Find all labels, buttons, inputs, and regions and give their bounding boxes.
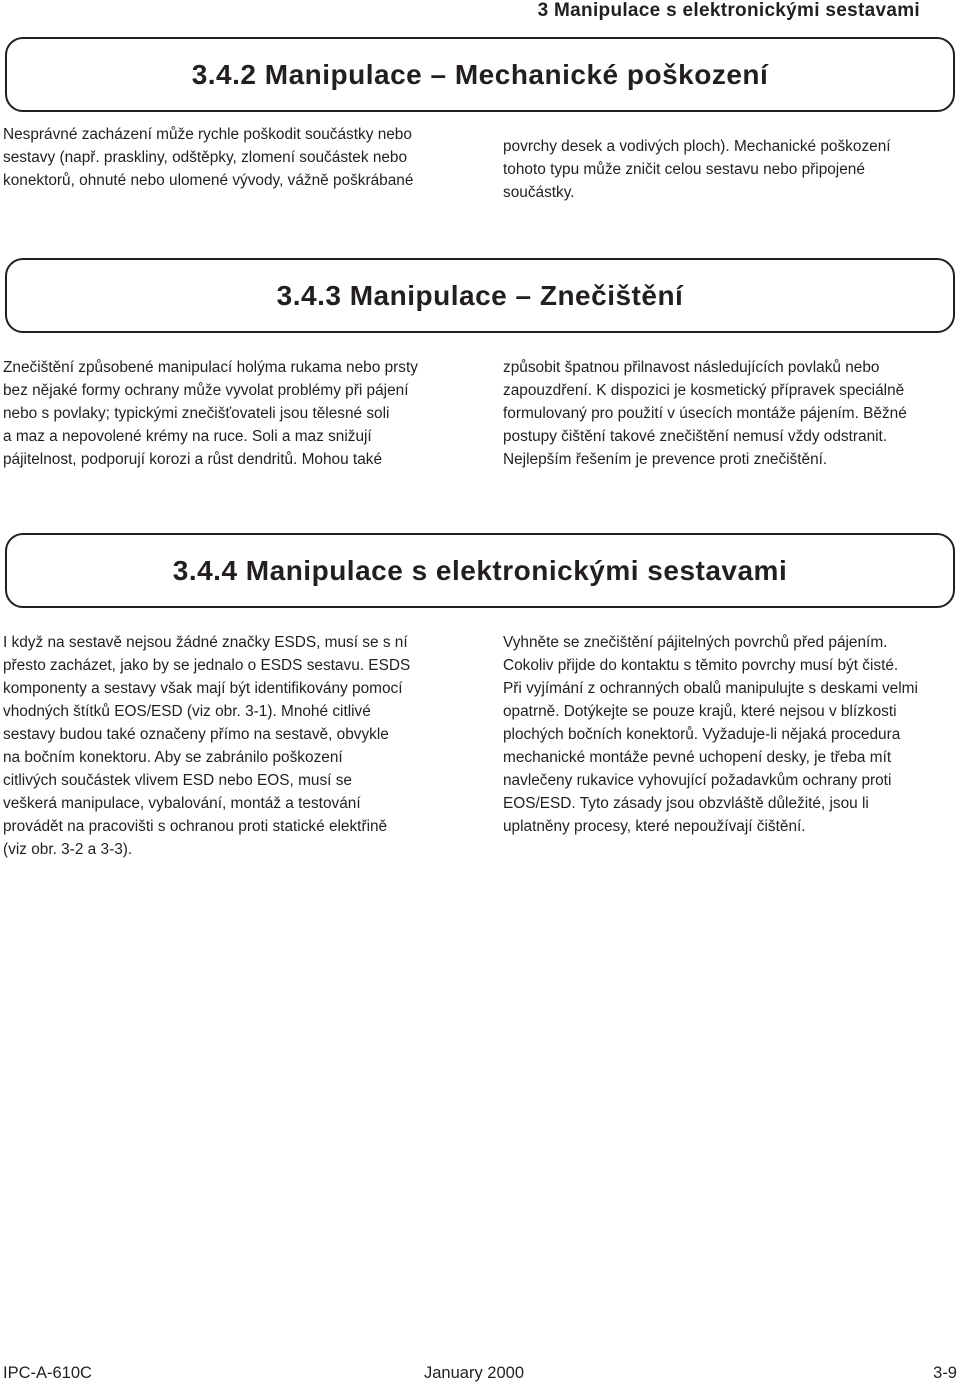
section-heading-box-3-4-2 bbox=[5, 37, 955, 112]
section-heading: 3.4.2 Manipulace – Mechanické poškození bbox=[191, 58, 769, 90]
section-heading: 3.4.4 Manipulace s elektronickými sestavami bbox=[172, 554, 788, 586]
section-heading-box-3-4-3 bbox=[5, 258, 955, 333]
section-3-4-3-left-column: Znečištění způsobené manipulací holýma rukama nebo prsty bez nějaké formy ochrany může vyvolat problémy při pájení nebo s povlaky; typickými znečišťovateli jsou tělesné soli a maz a nepovolené krémy na ruce. Soli a maz snižují pájitelnost, podporují korozi a růst dendritů. Mohou také bbox=[3, 359, 418, 468]
section-3-4-2-right-column: povrchy desek a vodivých ploch). Mechanické poškození tohoto typu může zničit celou sestavu nebo připojené součástky. bbox=[503, 138, 891, 201]
section-3-4-4-right-column: Vyhněte se znečištění pájitelných povrchů před pájením. Cokoliv přijde do kontaktu s těmito povrchy musí být čisté. Při vyjímání z ochranných obalů manipulujte s deskami velmi opatrně. Dotýkejte se pouze krajů, které nejsou v blízkosti plochých bočních konektorů. Vyžaduje-li nějaká procedura mechanické montáže pevné uchopení desky, je třeba mít navlečeny rukavice vyhovující požadavkům ochrany proti EOS/ESD. Tyto zásady jsou obzvláště důležité, jsou li uplatněny procesy, které nepoužívají čištění. bbox=[503, 634, 918, 835]
section-heading-box-3-4-4 bbox=[5, 533, 955, 608]
footer-date: January 2000 bbox=[424, 1364, 524, 1382]
running-header: 3 Manipulace s elektronickými sestavami bbox=[537, 0, 920, 21]
section-3-4-4-left-column: I když na sestavě nejsou žádné značky ESDS, musí se s ní přesto zacházet, jako by se jednalo o ESDS sestavu. ESDS komponenty a sestavy však mají být identifikovány pomocí vhodných štítků EOS/ESD (viz obr. 3-1). Mnohé citlivé sestavy budou také označeny přímo na sestavě, obvykle na bočním konektoru. Aby se zabránilo poškození citlivých součástek vlivem ESD nebo EOS, musí se veškerá manipulace, vybalování, montáž a testování provádět na pracovišti s ochranou proti statické elektřině (viz obr. 3-2 a 3-3). bbox=[3, 634, 411, 858]
footer-page-number: 3-9 bbox=[933, 1364, 957, 1382]
section-3-4-2-left-column: Nesprávné zacházení může rychle poškodit součástky nebo sestavy (např. praskliny, odštěpky, zlomení součástek nebo konektorů, ohnuté nebo ulomené vývody, vážně poškrábané bbox=[3, 126, 414, 189]
section-3-4-3-right-column: způsobit špatnou přilnavost následujících povlaků nebo zapouzdření. K dispozici je kosmetický přípravek speciálně formulovaný pro použití v úsecích montáže pájením. Běžné postupy čištění takové znečištění nemusí vždy odstranit. Nejlepším řešením je prevence proti znečištění. bbox=[503, 359, 907, 468]
footer-doc-id: IPC-A-610C bbox=[3, 1364, 92, 1382]
section-heading: 3.4.3 Manipulace – Znečištění bbox=[276, 279, 684, 311]
